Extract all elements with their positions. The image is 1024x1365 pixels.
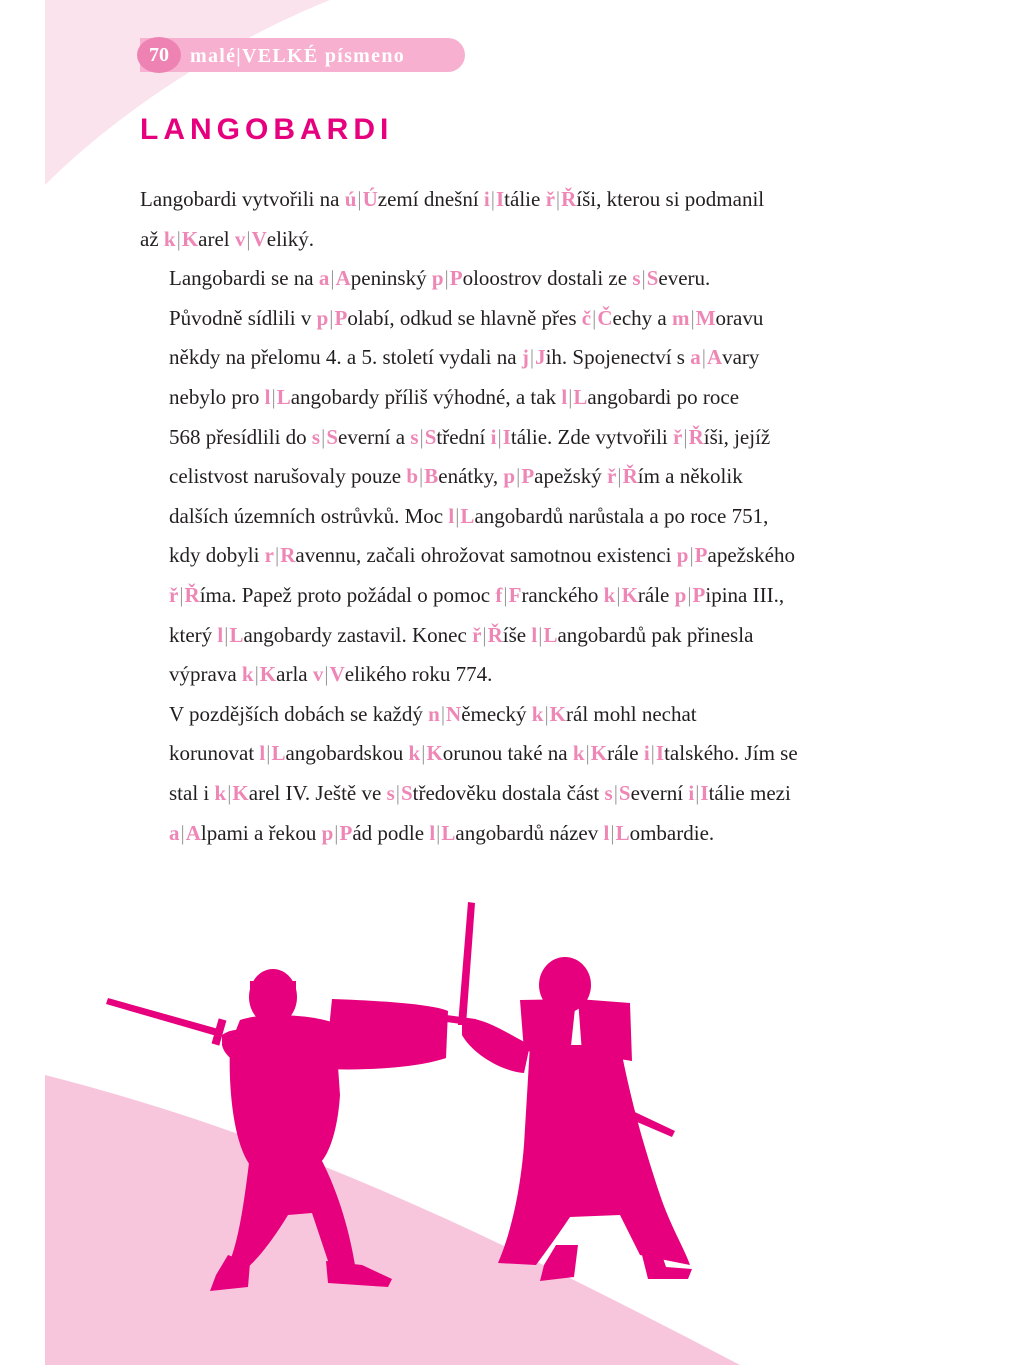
letter-choice: ú|Ú [344,187,378,211]
text-line: nebylo pro l|Langobardy příliš výhodné, a tak l|Langobardi po roce [169,384,740,409]
text-line: výprava k|Karla v|Velikého roku 774. [169,662,493,687]
letter-choice: p|P [674,582,706,607]
text-line: Původně sídlili v p|Polabí, odkud se hlavně přes č|Čechy a m|Moravu [169,305,764,330]
text-line: až k|Karel v|Veliký. [140,226,315,251]
letter-choice: n|N [428,701,462,726]
text-line: celistvost narušovaly pouze b|Benátky, p|Papežský ř|Řím a několik [169,464,743,489]
letter-choice: l|L [448,503,475,528]
page-number: 70 [137,37,181,73]
text-line: stal i k|Karel IV. Ještě ve s|Středověku dostala část s|Severní i|Itálie mezi [169,780,791,805]
letter-choice: k|K [572,741,608,766]
running-title: malé|VELKÉ písmeno [190,45,406,67]
body-text [140,180,860,853]
letter-choice: k|K [603,582,638,607]
letter-choice: č|Č [581,305,613,330]
letter-choice: l|L [561,384,588,409]
letter-choice: i|I [483,187,505,211]
letter-choice: a|A [169,820,201,845]
letter-choice: l|L [217,622,244,647]
letter-choice: s|S [410,424,437,449]
text-line: někdy na přelomu 4. a 5. století vydali na j|Jih. Spojenectví s a|Avary [169,345,760,370]
letter-choice: s|S [604,780,631,805]
letter-choice: i|I [643,741,665,766]
letter-choice: s|S [386,780,413,805]
paragraph [140,695,860,853]
text-line: korunovat l|Langobardskou k|Korunou také na k|Krále i|Italského. Jím se [169,741,798,766]
text-line: 568 přesídlili do s|Severní a s|Střední i|Itálie. Zde vytvořili ř|Říši, jejíž [169,424,771,449]
letter-choice: k|K [214,780,249,805]
letter-choice: r|R [264,543,296,568]
letter-choice: k|K [531,701,566,726]
letter-choice: v|V [234,226,267,251]
letter-choice: l|L [264,384,291,409]
letter-choice: l|L [429,820,456,845]
text-line: který l|Langobardy zastavil. Konec ř|Říše l|Langobardů pak přinesla [169,622,754,647]
letter-choice: ř|Ř [472,622,503,647]
text-line: Langobardi vytvořili na ú|Území dnešní i|Itálie ř|Říši, kterou si podmanil [140,187,765,211]
text-line: dalších územních ostrůvků. Moc l|Langobardů narůstala a po roce 751, [169,503,769,528]
fighting-knights-silhouette-icon [100,895,700,1295]
letter-choice: k|K [163,226,199,251]
letter-choice: i|I [688,780,709,805]
letter-choice: ř|Ř [169,582,200,607]
letter-choice: f|F [495,582,522,607]
letter-choice: j|J [521,345,546,370]
letter-choice: l|L [259,741,286,766]
letter-choice: v|V [312,662,345,687]
text-line: kdy dobyli r|Ravennu, začali ohrožovat samotnou existenci p|Papežského [169,543,795,568]
letter-choice: p|P [503,464,535,489]
letter-choice: m|M [671,305,716,330]
letter-choice: a|A [690,345,723,370]
letter-choice: k|K [241,662,277,687]
letter-choice: b|B [406,464,439,489]
paragraph [140,259,860,695]
text-line: ř|Říma. Papež proto požádal o pomoc f|Franckého k|Krále p|Pipina III., [169,582,785,607]
letter-choice: p|P [321,820,353,845]
chapter-title: LANGOBARDI [140,113,394,146]
letter-choice: ř|Ř [673,424,704,449]
letter-choice: l|L [603,820,630,845]
letter-choice: ř|Ř [607,464,638,489]
letter-choice: k|K [408,741,443,766]
letter-choice: p|P [676,543,708,568]
letter-choice: i|I [490,424,511,449]
letter-choice: a|A [318,266,351,291]
letter-choice: s|S [632,266,659,291]
letter-choice: ř|Ř [545,187,577,211]
letter-choice: s|S [311,424,339,449]
letter-choice: p|P [316,305,348,330]
letter-choice: p|P [431,266,463,291]
text-line: Langobardi se na a|Apeninský p|Poloostrov dostali ze s|Severu. [169,266,711,291]
text-line: V pozdějších dobách se každý n|Německý k|Král mohl nechat [169,701,697,726]
letter-choice: l|L [531,622,558,647]
text-line: a|Alpami a řekou p|Pád podle l|Langobardů název l|Lombardie. [169,820,715,845]
paragraph [140,180,860,259]
